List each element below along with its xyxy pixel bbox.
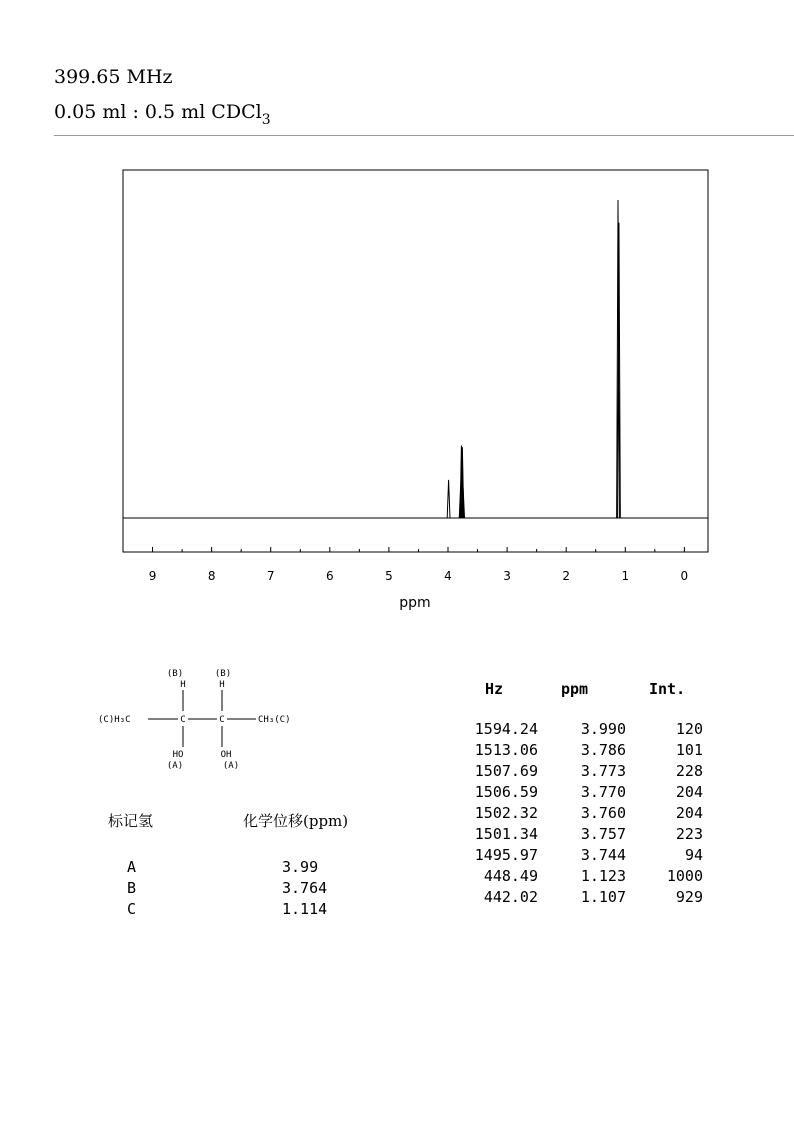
peak-intensity: 120 <box>675 720 703 738</box>
peak-ppm: 3.786 <box>580 741 626 759</box>
nmr-peak <box>447 480 450 518</box>
assignment-shift: 3.99 <box>282 858 319 876</box>
peak-hz: 442.02 <box>483 888 538 906</box>
hydroxyl-left: HO <box>172 750 184 760</box>
assignment-label: C <box>127 900 137 918</box>
peak-hz: 448.49 <box>483 867 538 885</box>
hydroxyl-right: OH <box>220 750 232 760</box>
x-tick-label: 1 <box>621 569 630 583</box>
molecule-structure <box>96 664 316 774</box>
peak-ppm: 1.107 <box>580 888 626 906</box>
peak-ppm: 3.773 <box>580 762 626 780</box>
assignment-label-header: 标记氢 <box>108 812 154 830</box>
peak-table-ppm-header: ppm <box>561 680 589 698</box>
x-tick-label: 0 <box>680 569 689 583</box>
peak-group <box>447 200 620 518</box>
solvent-subscript: 3 <box>261 112 271 128</box>
solvent-text: 0.05 ml : 0.5 ml CDCl <box>54 101 262 123</box>
peak-hz: 1513.06 <box>474 741 538 759</box>
right-methyl-group: CH₃(C) <box>258 715 291 725</box>
peak-intensity: 101 <box>675 741 703 759</box>
peak-hz: 1594.24 <box>474 720 538 738</box>
h-top-left: H <box>180 680 186 690</box>
peak-intensity: 1000 <box>666 867 703 885</box>
peak-intensity: 228 <box>675 762 703 780</box>
carbon-right: C <box>219 715 225 725</box>
x-tick-label: 3 <box>503 569 511 583</box>
peak-ppm: 3.770 <box>580 783 626 801</box>
assignment-shift: 3.764 <box>282 879 328 897</box>
x-tick-label: 4 <box>444 569 452 583</box>
peak-hz: 1502.32 <box>474 804 538 822</box>
spectrometer-frequency: 399.65 MHz <box>54 66 173 88</box>
peak-table-hz-header: Hz <box>485 680 504 698</box>
h-top-right: H <box>219 680 225 690</box>
a-label-right: (A) <box>222 761 240 771</box>
peak-intensity: 204 <box>675 783 703 801</box>
peak-hz: 1495.97 <box>474 846 538 864</box>
peak-hz: 1507.69 <box>474 762 538 780</box>
b-label-left: (B) <box>166 669 184 679</box>
peak-intensity: 223 <box>675 825 703 843</box>
peak-table-int-header: Int. <box>649 680 686 698</box>
assignment-shift: 1.114 <box>282 900 328 918</box>
x-tick-label: 7 <box>266 569 275 583</box>
x-tick-label: 5 <box>385 569 393 583</box>
peak-intensity: 929 <box>675 888 703 906</box>
peak-intensity: 94 <box>684 846 703 864</box>
x-tick-label: 2 <box>562 569 571 583</box>
peak-ppm: 3.760 <box>580 804 626 822</box>
x-tick-label: 8 <box>207 569 216 583</box>
peak-hz: 1506.59 <box>474 783 538 801</box>
b-label-right: (B) <box>214 669 232 679</box>
peak-ppm: 3.744 <box>580 846 626 864</box>
left-methyl-group: (C)H₃C <box>98 715 131 725</box>
assignment-shift-header: 化学位移(ppm) <box>243 812 349 830</box>
x-tick-label: 6 <box>325 569 334 583</box>
peak-intensity: 204 <box>675 804 703 822</box>
carbon-left: C <box>180 715 186 725</box>
a-label-left: (A) <box>166 761 184 771</box>
peak-ppm: 1.123 <box>580 867 626 885</box>
peak-ppm: 3.990 <box>580 720 626 738</box>
assignment-label: B <box>127 879 137 897</box>
x-axis-title: ppm <box>399 595 431 611</box>
assignment-label: A <box>127 858 137 876</box>
peak-hz: 1501.34 <box>474 825 538 843</box>
peak-ppm: 3.757 <box>580 825 626 843</box>
x-tick-label: 9 <box>148 569 157 583</box>
